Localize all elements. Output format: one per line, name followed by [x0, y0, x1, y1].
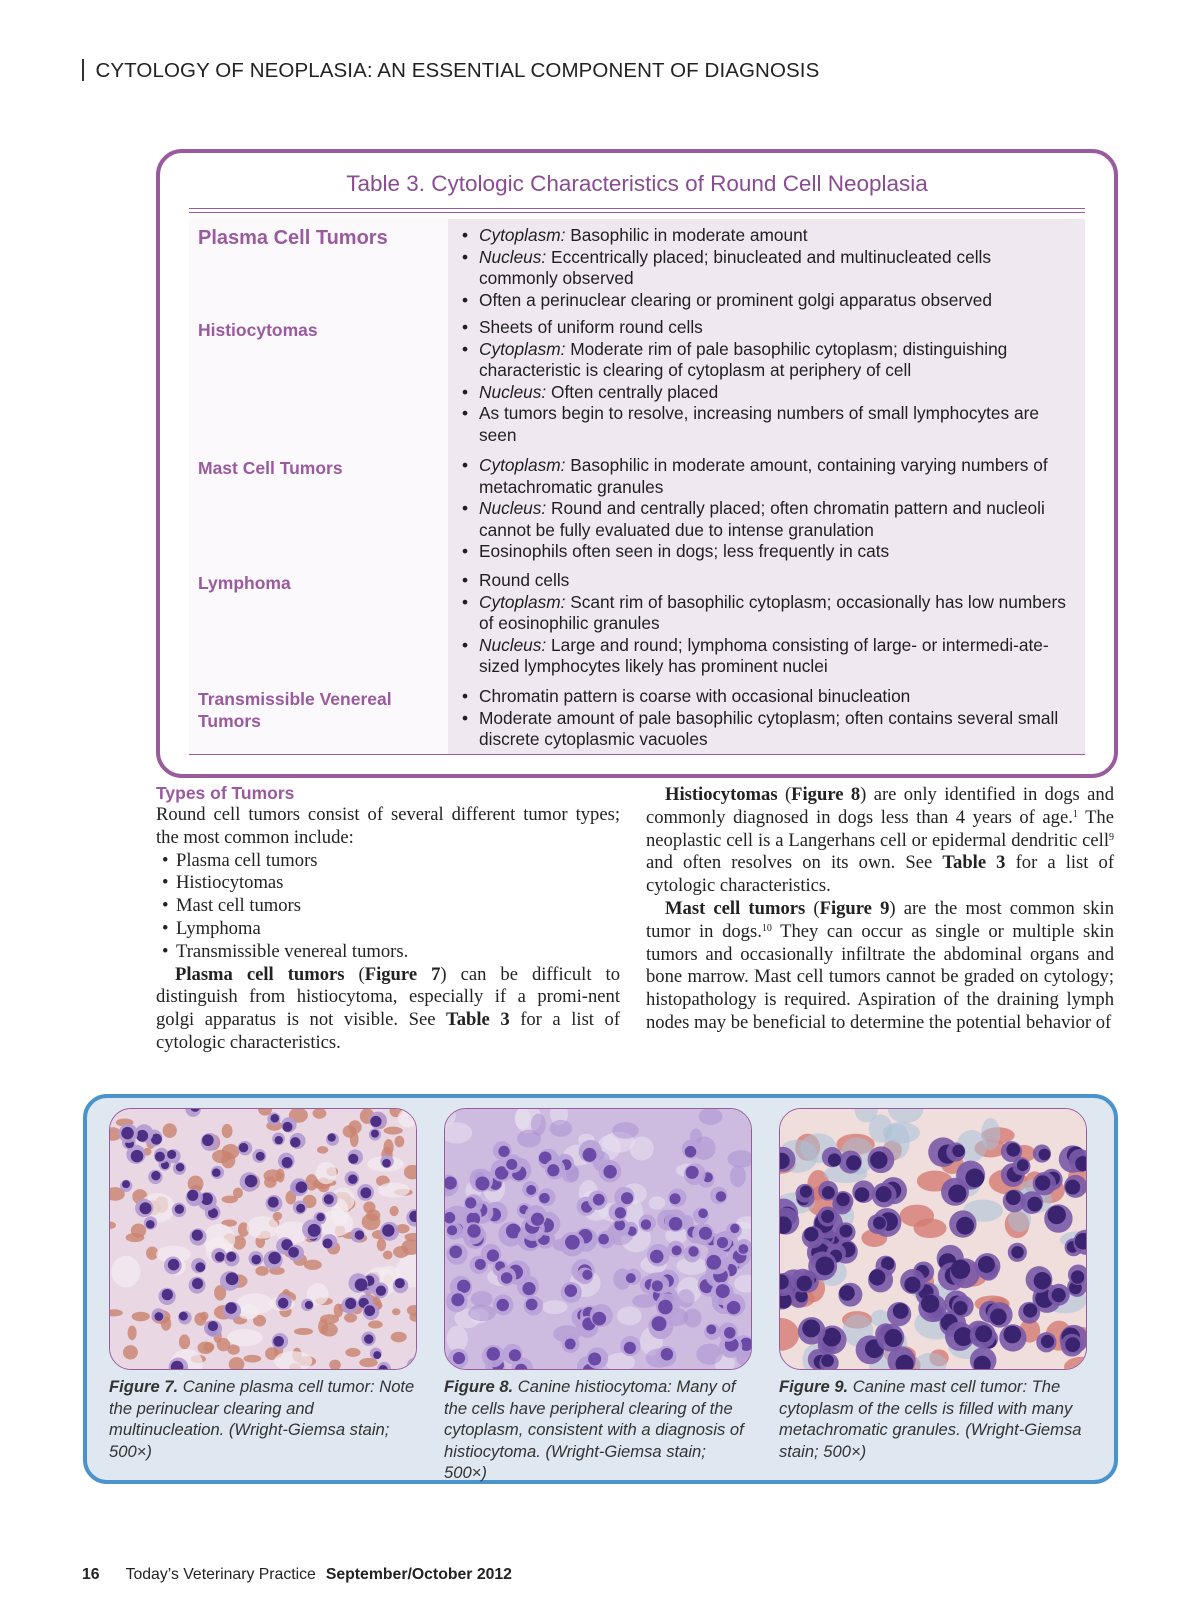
- characteristic-bullet: [460, 382, 1073, 404]
- row-characteristics: [448, 311, 1085, 449]
- figure-label: Figure 7.: [109, 1377, 179, 1396]
- characteristic-bullet: [460, 686, 1073, 708]
- characteristic-bullet: [460, 403, 1073, 446]
- text-run: (: [344, 963, 365, 985]
- row-characteristics: [448, 564, 1085, 680]
- figure-7-reference: Figure 7: [364, 963, 441, 985]
- characteristic-text: Eccentrically placed; binucleated and multinucleated cells commonly observed: [479, 246, 992, 289]
- citation-superscript: 10: [761, 922, 772, 934]
- characteristic-text: Round cells: [479, 570, 570, 590]
- characteristic-text: Basophilic in moderate amount: [565, 225, 808, 245]
- characteristic-term: Nucleus:: [479, 381, 547, 402]
- figure-7: [109, 1108, 415, 1462]
- list-item: • Mast cell tumors: [156, 895, 620, 918]
- figure-8-reference: Figure 8: [791, 784, 861, 805]
- figure-7-caption: [109, 1376, 415, 1462]
- running-head: [82, 59, 819, 83]
- issue-date: September/October 2012: [325, 1566, 512, 1583]
- caption-text: Canine plasma cell tumor: Note the perinuclear clearing and multinucleation. (Wright-Giemsa stain; 500×): [109, 1377, 415, 1461]
- figure-label: Figure 9.: [779, 1377, 849, 1396]
- figure-label: Figure 8.: [444, 1377, 514, 1396]
- row-characteristics: [448, 449, 1085, 564]
- list-item: • Histiocytomas: [156, 872, 620, 895]
- table-title: Table 3. Cytologic Characteristics of Round Cell Neoplasia: [346, 171, 928, 196]
- page-number: 16: [82, 1566, 100, 1583]
- figure-8: [444, 1108, 750, 1484]
- characteristic-bullet: [460, 592, 1073, 635]
- citation-superscript: 1: [1072, 808, 1078, 820]
- text-run: and often resolves on its own. See: [646, 852, 943, 874]
- left-text-column: [156, 782, 620, 1055]
- list-item: • Plasma cell tumors: [156, 850, 620, 873]
- table-3-reference: Table 3: [942, 852, 1006, 874]
- table-row: [189, 311, 1085, 450]
- characteristic-bullet: [460, 455, 1073, 498]
- text-run: (: [805, 897, 820, 919]
- mast-cell-paragraph: [646, 898, 1114, 1035]
- list-item: • Lymphoma: [156, 918, 620, 941]
- text-run: for a list of cytologic characteristics.: [646, 852, 1115, 897]
- characteristic-bullet: [460, 225, 1073, 247]
- table-row: [189, 680, 1085, 755]
- characteristic-bullet: [460, 339, 1073, 382]
- characteristic-bullet: [460, 317, 1073, 339]
- text-run: They can occur as single or multiple skin tumors and occasionally infiltrate the abdominal organs and bone marrow. Mast cell tumors cannot be graded on cytology; histopathology is required. Aspiration of the draining lymph nodes may be beneficial to determine the potential behavior of: [646, 920, 1114, 1033]
- right-text-column: [646, 784, 1114, 1035]
- page-footer: [82, 1566, 512, 1584]
- characteristic-term: Nucleus:: [479, 498, 547, 519]
- table-top-rule-double: [189, 212, 1085, 213]
- text-run: for a list of cytologic characteristics.: [156, 1009, 621, 1053]
- characteristic-text: Often centrally placed: [546, 381, 719, 402]
- characteristic-bullet: [460, 635, 1073, 678]
- row-characteristics: [448, 219, 1085, 311]
- row-label: Lymphoma: [189, 564, 448, 680]
- characteristic-text: Round and centrally placed; often chromatin pattern and nucleoli cannot be fully evaluated due to intense granulation: [479, 498, 1045, 540]
- text-run: ) are only identified in dogs and commonly diagnosed in dogs less than 4 years of age.: [646, 784, 1114, 828]
- characteristic-bullet: [460, 708, 1073, 751]
- text-run: ) are the most common skin tumor in dogs.: [646, 897, 1115, 942]
- characteristic-term: Cytoplasm:: [479, 338, 566, 359]
- figure-9: [779, 1108, 1085, 1462]
- running-head-bar: [82, 59, 84, 81]
- text-run: ) can be difficult to distinguish from histiocytoma, especially if a promi-nent golgi apparatus is not visible. See: [156, 963, 620, 1031]
- row-characteristics: [448, 680, 1085, 754]
- characteristic-text: Eosinophils often seen in dogs; less frequently in cats: [479, 541, 890, 562]
- characteristic-term: Cytoplasm:: [479, 591, 566, 612]
- term-histiocytomas: Histiocytomas: [665, 784, 778, 805]
- characteristic-bullet: [460, 541, 1073, 563]
- characteristic-text: Scant rim of basophilic cytoplasm; occasionally has low numbers of eosinophilic granules: [479, 591, 1066, 634]
- table-3-reference: Table 3: [446, 1009, 510, 1031]
- characteristic-bullet: [460, 247, 1073, 290]
- table-top-rule: [189, 208, 1085, 209]
- figure-9-caption: [779, 1376, 1085, 1462]
- characteristic-text: Moderate amount of pale basophilic cytoplasm; often contains several small discrete cytoplasmic vacuoles: [479, 707, 1059, 750]
- figure-9-micrograph: [779, 1108, 1087, 1370]
- tumor-types-list: [156, 850, 620, 964]
- figures-panel: [83, 1094, 1118, 1484]
- intro-paragraph: Round cell tumors consist of several different tumor types; the most common include:: [156, 804, 620, 848]
- text-run: (: [777, 784, 792, 805]
- characteristic-text: Basophilic in moderate amount, containing varying numbers of metachromatic granules: [479, 455, 1048, 497]
- row-label: Plasma Cell Tumors: [189, 219, 448, 311]
- figure-8-micrograph: [444, 1108, 752, 1370]
- magazine-name: Today’s Veterinary Practice: [125, 1566, 316, 1583]
- row-label: Histiocytomas: [189, 311, 448, 449]
- characteristic-text: Often a perinuclear clearing or prominent golgi apparatus observed: [479, 289, 992, 310]
- caption-text: Canine mast cell tumor: The cytoplasm of the cells is filled with many metachromatic granules. (Wright-Giemsa stain; 500×): [779, 1377, 1082, 1461]
- figure-9-reference: Figure 9: [819, 897, 890, 919]
- term-plasma-cell-tumors: Plasma cell tumors: [175, 963, 345, 985]
- list-item: • Transmissible venereal tumors.: [156, 941, 620, 964]
- plasma-cell-paragraph: [156, 964, 620, 1055]
- characteristic-bullet: [460, 570, 1073, 592]
- figure-8-caption: [444, 1376, 750, 1484]
- characteristic-term: Nucleus:: [479, 246, 547, 267]
- table-row: [189, 449, 1085, 565]
- characteristic-text: Large and round; lymphoma consisting of large- or intermedi-ate-sized lymphocytes likely has prominent nuclei: [479, 634, 1049, 677]
- table-row: [189, 219, 1085, 312]
- table-row: [189, 564, 1085, 681]
- characteristic-bullet: [460, 290, 1073, 312]
- caption-text: Canine histiocytoma: Many of the cells have peripheral clearing of the cytoplasm, consistent with a diagnosis of histiocytoma. (Wright-Giemsa stain; 500×): [444, 1377, 744, 1482]
- running-head-text: CYTOLOGY OF NEOPLASIA: AN ESSENTIAL COMPONENT OF DIAGNOSIS: [95, 59, 820, 82]
- row-label: Transmissible Venereal Tumors: [189, 680, 448, 754]
- citation-superscript: 9: [1109, 831, 1114, 843]
- row-label: Mast Cell Tumors: [189, 449, 448, 564]
- characteristic-term: Cytoplasm:: [479, 455, 566, 475]
- histiocytoma-paragraph: [646, 784, 1114, 898]
- characteristic-term: Nucleus:: [479, 634, 547, 655]
- characteristic-bullet: [460, 498, 1073, 541]
- characteristic-text: Sheets of uniform round cells: [479, 317, 703, 337]
- characteristic-text: Chromatin pattern is coarse with occasional binucleation: [479, 686, 911, 706]
- characteristic-text: As tumors begin to resolve, increasing numbers of small lymphocytes are seen: [479, 403, 1039, 445]
- characteristic-text: Moderate rim of pale basophilic cytoplasm; distinguishing characteristic is clearing of cytoplasm at periphery of cell: [479, 338, 1008, 381]
- characteristic-term: Cytoplasm:: [479, 225, 566, 245]
- text-run: The neoplastic cell is a Langerhans cell or epidermal dendritic cell: [646, 806, 1114, 851]
- term-mast-cell-tumors: Mast cell tumors: [665, 897, 806, 919]
- section-heading-types-of-tumors: Types of Tumors: [156, 783, 295, 803]
- figure-7-micrograph: [109, 1108, 417, 1370]
- table-3-box: [156, 149, 1118, 778]
